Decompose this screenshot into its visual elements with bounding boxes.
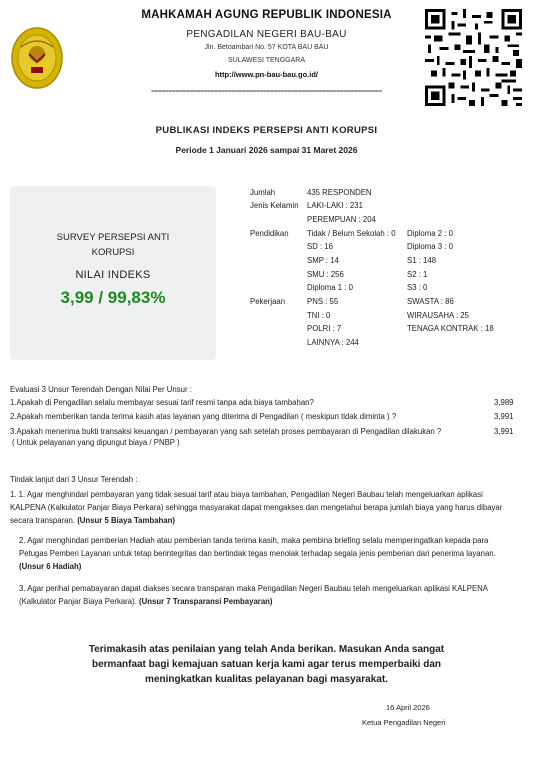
closing-message xyxy=(0,642,533,687)
evaluation-item: 2.Apakah memberikan tanda terima kasih atas layanan yang diterima di Pengadilan ( meskipun tidak diminta ) ? xyxy=(10,412,397,421)
evaluation-value: 3,991 xyxy=(494,427,514,436)
pendidikan-label: Pendidikan xyxy=(250,229,289,238)
score-card xyxy=(10,186,216,360)
period-subtitle: Periode 1 Januari 2026 sampai 31 Maret 2026 xyxy=(175,145,358,155)
evaluation-item-note: ( Untuk pelayanan yang dipungut biaya / PNBP ) xyxy=(12,438,180,447)
job-item: TENAGA KONTRAK : 18 xyxy=(407,324,494,333)
followup-item-unsur: (Unsur 6 Hadiah) xyxy=(19,562,82,571)
followup-item-text: 3. Agar perihal pemabayaran dapat diakses secara transparan maka Pengadilan Negeri Baubau telah mengeluarkan aplikasi KALPENA (Kalkulator Panjar Biaya Perkara). xyxy=(19,584,488,606)
followup-item xyxy=(19,534,519,573)
followup-heading: Tindak lanjut dari 3 Unsur Terendah : xyxy=(10,475,138,484)
index-label: NILAI INDEKS xyxy=(75,269,151,281)
evaluation-heading: Evaluasi 3 Unsur Terendah Dengan Nilai Per Unsur : xyxy=(10,385,192,394)
edu-item: Tidak / Belum Sekolah : 0 xyxy=(307,229,396,238)
jumlah-label: Jumlah xyxy=(250,188,276,197)
edu-item: SD : 16 xyxy=(307,242,334,251)
jumlah-value: 435 RESPONDEN xyxy=(307,188,372,197)
job-item: WIRAUSAHA : 25 xyxy=(407,311,469,320)
edu-item: Diploma 1 : 0 xyxy=(307,283,353,292)
gender-male: LAKI-LAKI : 231 xyxy=(307,201,363,210)
followup-item xyxy=(19,582,519,608)
score-label-text: SURVEY PERSEPSI ANTI KORUPSI xyxy=(56,232,170,258)
closing-text: Terimakasih atas penilaian yang telah Anda berikan. Masukan Anda sangat bermanfaat bagi kemajuan satuan kerja kami agar terus memperbaiki dan meningkatkan kualitas pelayanan bagi masyarakat. xyxy=(88,644,445,685)
followup-item-unsur: (Unsur 7 Transparansi Pembayaran) xyxy=(139,597,273,606)
score-label xyxy=(10,230,216,260)
evaluation-item: 1.Apakah di Pengadilan selalu membayar sesuai tarif resmi tanpa ada biaya tambahan? xyxy=(10,398,314,407)
address-line-2: SULAWESI TENGGARA xyxy=(227,57,306,64)
evaluation-item: 3.Apakah menerima bukti transaksi keuangan / pembayaran yang sah setelah proses pembayaran di Pengadilan dilakukan ? xyxy=(10,427,442,436)
job-item: LAINNYA : 244 xyxy=(307,338,359,347)
letterhead xyxy=(0,0,533,110)
job-item: TNI : 0 xyxy=(307,311,331,320)
job-item: POLRI : 7 xyxy=(307,324,342,333)
followup-item-unsur: (Unsur 5 Biaya Tambahan) xyxy=(77,516,175,525)
website-link[interactable]: http://www.pn-bau-bau.go.id/ xyxy=(214,70,319,79)
followup-item-text: 2. Agar menghindari pemberian Hadiah atau pemberian tanda terima kasih, maka pembina briefing selalu memperingatkan kepada para Petugas Pemberi Layanan untuk tetap berintegritas dan bertindak tegas menolak terhadap segala jenis pemberian dari penerima layanan. xyxy=(19,536,496,558)
followup-item xyxy=(10,488,515,527)
court-name: PENGADILAN NEGERI BAU-BAU xyxy=(186,29,347,40)
edu-item: Diploma 3 : 0 xyxy=(407,242,453,251)
pekerjaan-label: Pekerjaan xyxy=(250,297,286,306)
edu-item: SMU : 256 xyxy=(307,270,344,279)
gender-female: PEREMPUAN : 204 xyxy=(307,215,376,224)
edu-item: S2 : 1 xyxy=(407,270,428,279)
signature-role: Ketua Pengadilan Negeri xyxy=(362,718,446,727)
signature-date: 16 April 2026 xyxy=(386,703,430,712)
evaluation-value: 3,991 xyxy=(494,412,514,421)
edu-item: S1 : 148 xyxy=(407,256,437,265)
qr-code xyxy=(425,9,522,106)
job-item: PNS : 55 xyxy=(307,297,339,306)
index-value: 3,99 / 99,83% xyxy=(60,288,166,307)
gender-label: Jenis Kelamin xyxy=(250,201,299,210)
org-name: MAHKAMAH AGUNG REPUBLIK INDONESIA xyxy=(141,9,392,21)
evaluation-value: 3,989 xyxy=(494,398,514,407)
edu-item: SMP : 14 xyxy=(307,256,339,265)
job-item: SWASTA : 86 xyxy=(407,297,454,306)
address-line-1: Jln. Betoambari No. 57 KOTA BAU BAU xyxy=(204,44,329,51)
edu-item: S3 : 0 xyxy=(407,283,428,292)
header-separator: ================================================================== xyxy=(151,88,382,95)
edu-item: Diploma 2 : 0 xyxy=(407,229,453,238)
followup-item-text: 1. 1. Agar menghindari pembayaran yang tidak sesuai tarif atau biaya tambahan, Pengadilan Negeri Baubau telah mengeluarkan aplikasi KALPENA (Kalkulator Panjar Biaya Perkara) sehingga masyarakat dapat mengakses dan mengetahui berapa jumlah biaya yang harus dibayar secara transparan. xyxy=(10,490,503,525)
page-title: PUBLIKASI INDEKS PERSEPSI ANTI KORUPSI xyxy=(155,125,378,136)
